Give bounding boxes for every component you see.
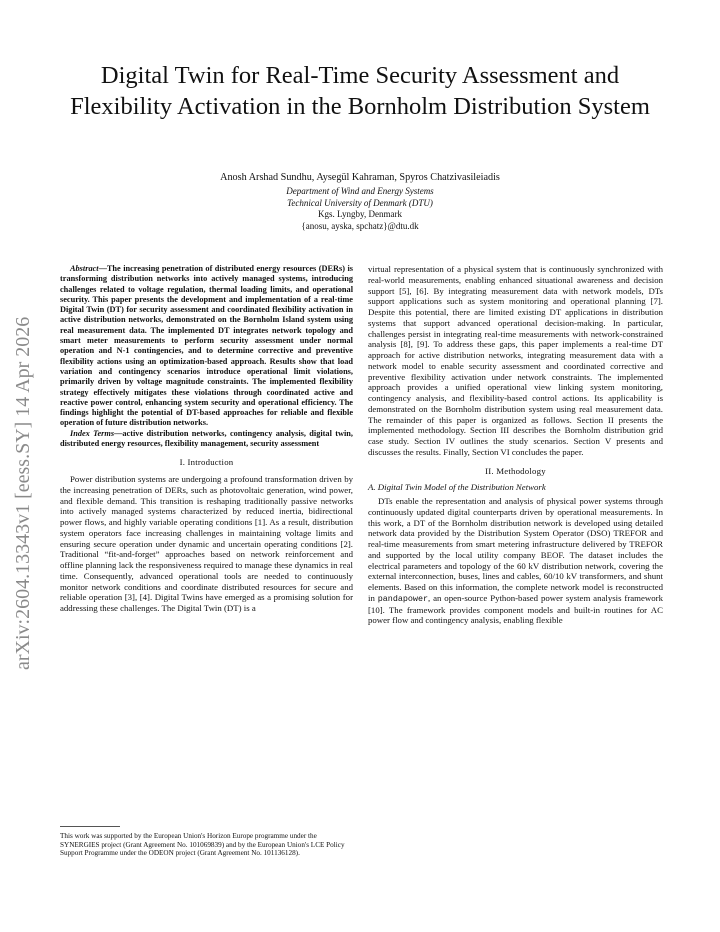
methodology-text-part2: , an open-source Python-based power system analysis framework [10]. The framework provides component models and built-in routines for AC power flow and contingency analysis, enabling flexible xyxy=(368,592,664,626)
abstract-text: —The increasing penetration of distributed energy resources (DERs) is transforming distribution networks into actively managed systems, introducing challenges related to voltage regulation, thermal loading limits, and operational security. This paper presents the development and implementation of a real-time Digital Twin (DT) for security assessment and coordinated flexibility activation in active distribution networks, demonstrated on the Bornholm Island system using real measurement data. The implemented DT integrates network topology and smart meter measurements to perform security assessment under normal operation and N-1 contingencies, and to determine corrective and preventive flexibility actions using an optimization-based approach. Results show that load variation and contingency scenarios introduce operational limit violations, primarily driven by voltage magnitude constraints. The implemented flexibility strategy effectively mitigates these violations through coordinated active and reactive power control, enhancing system security and operational efficiency. The findings highlight the potential of DT-based approaches for reliable and flexible operation of future distribution networks. xyxy=(60,264,353,428)
introduction-paragraph: Power distribution systems are undergoing a profound transformation driven by the increasing penetration of DERs, such as photovoltaic generation, wind power, and flexible demand. This transition is reshaping traditionally passive networks into actively managed systems characterized by reduced inertia, bidirectional power flows, and highly variable operating conditions [1]. As a result, distribution system operators face increasing challenges in maintaining voltage limits and ensuring secure operation under dynamic and uncertain operating conditions [2]. Traditional “fit-and-forget” approaches based on network reinforcement and offline planning lack the responsiveness required to manage these dynamics in real time. Consequently, advanced operational tools are needed to continuously monitor network conditions and coordinate distributed resources for secure and reliable operation [3], [4]. Digital Twins have emerged as a promising solution for addressing these challenges. The Digital Twin (DT) is a xyxy=(60,474,353,614)
affiliation-block xyxy=(60,186,660,232)
affiliation-university: Technical University of Denmark (DTU) xyxy=(287,197,433,208)
index-terms xyxy=(60,429,353,450)
affiliation-city: Kgs. Lyngby, Denmark xyxy=(318,209,402,220)
paper-title: Digital Twin for Real-Time Security Assessment and Flexibility Activation in the Bornholm Distribution System xyxy=(70,62,650,120)
section-heading-introduction: I. Introduction xyxy=(179,457,234,468)
pandapower-code: pandapower xyxy=(377,593,429,604)
subsection-heading-digital-twin: A. Digital Twin Model of the Distribution Network xyxy=(368,482,546,493)
right-column xyxy=(368,264,663,626)
methodology-paragraph xyxy=(368,496,663,626)
abstract-lead: Abstract xyxy=(70,264,99,273)
left-column xyxy=(60,264,353,614)
funding-footnote: This work was supported by the European Union's Horizon Europe programme under the SYNERGIES project (Grant Agreement No. 101069839) and by the European Union's LCE Policy Support Programme under the ODEON project (Grant Agreement No. 101136128). xyxy=(60,832,345,858)
methodology-text-part1: DTs enable the representation and analysis of physical power systems through continuously updated digital counterparts driven by operational measurements. In this work, a DT of the Bornholm distribution network is developed using detailed network data provided by the Distribution System Operator (DSO) TREFOR and real-time measurements from smart metering infrastructure delivered by TREFOR and supported by the local utility company BEOF. The dataset includes the electrical parameters and topology of the 60 kV distribution network, covering the external interconnection, buses, lines and cables, 60/10 kV transformers, and shunt elements. Based on this information, the complete network model is reconstructed in xyxy=(368,496,663,603)
author-emails: {anosu, ayska, spchatz}@dtu.dk xyxy=(301,220,419,231)
introduction-continued-paragraph: virtual representation of a physical system that is continuously synchronized with real-world measurements, enabling enhanced situational awareness and decision support [5], [6]. By integrating measurement data with network models, DTs support applications such as system monitoring and operational planning [7]. Despite this potential, there are limited existing DT applications in distribution systems that support advanced operational decision-making. In particular, challenges persist in integrating real-time measurements with network-constrained analysis [8], [9]. To address these gaps, this paper implements a real-time DT approach for active distribution networks, integrating measurement data with a network model to enable security assessment and coordinated corrective and preventive flexibility activation under network constraints. The implemented approach provides a unified operational view linking system monitoring, contingency analysis, and flexibility-based control actions. Its applicability is demonstrated on the Bornholm distribution system using real measurement data. The remainder of this paper is organized as follows. Section II presents the implemented methodology. Section III describes the Bornholm distribution grid case study. Section IV outlines the study scenarios. Section V presents and discusses the results. Finally, Section VI concludes the paper. xyxy=(368,264,663,457)
footnote-rule xyxy=(60,826,120,827)
abstract xyxy=(60,264,353,429)
arxiv-stamp: arXiv:2604.13343v1 [eess.SY] 14 Apr 2026 xyxy=(12,316,34,670)
index-terms-text: —active distribution networks, contingency analysis, digital twin, distributed energy resources, flexibility management, security assessment xyxy=(60,428,353,449)
author-list: Anosh Arshad Sundhu, Aysegül Kahraman, Spyros Chatzivasileiadis xyxy=(220,172,500,183)
index-terms-lead: Index Terms xyxy=(70,428,115,438)
section-heading-methodology: II. Methodology xyxy=(485,465,546,476)
affiliation-department: Department of Wind and Energy Systems xyxy=(286,186,434,196)
